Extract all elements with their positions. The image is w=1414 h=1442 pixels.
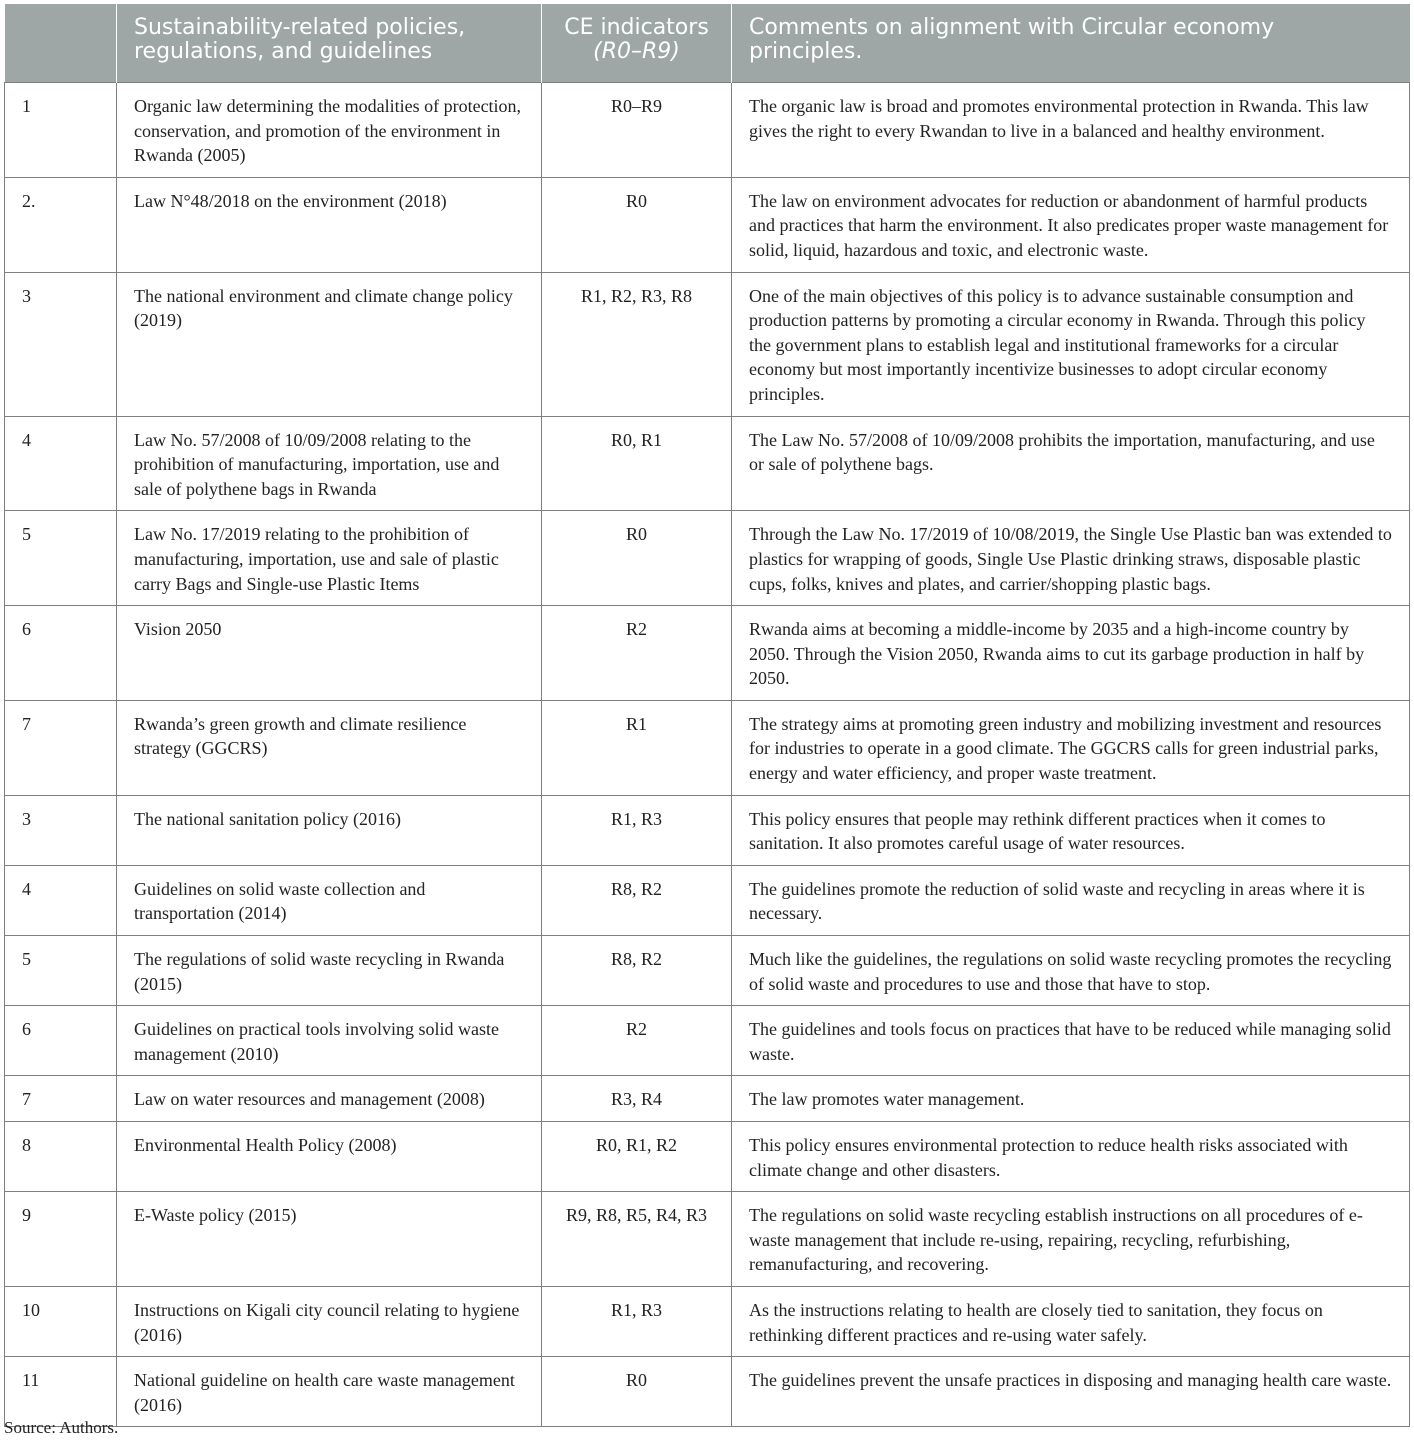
policy-cell: Guidelines on solid waste collection and transportation (2014) (117, 865, 542, 935)
table-row (5, 1192, 1410, 1287)
row-number-cell: 11 (5, 1357, 117, 1427)
indicators-cell: R1 (542, 700, 732, 795)
policy-cell: Instructions on Kigali city council relating to hygiene (2016) (117, 1286, 542, 1356)
policy-cell: Rwanda’s green growth and climate resilience strategy (GGCRS) (117, 700, 542, 795)
policy-cell: The regulations of solid waste recycling in Rwanda (2015) (117, 936, 542, 1006)
comment-cell: The Law No. 57/2008 of 10/09/2008 prohibits the importation, manufacturing, and use or sale of polythene bags. (732, 416, 1410, 511)
row-number-cell: 4 (5, 416, 117, 511)
header-indicators (542, 4, 732, 83)
row-number-cell: 10 (5, 1286, 117, 1356)
header-row (5, 4, 1410, 83)
row-number-cell: 8 (5, 1122, 117, 1192)
policy-cell: Guidelines on practical tools involving solid waste management (2010) (117, 1006, 542, 1076)
row-number-cell: 1 (5, 83, 117, 178)
comment-cell: This policy ensures that people may rethink different practices when it comes to sanitation. It also promotes careful usage of water resources. (732, 795, 1410, 865)
policy-cell: Environmental Health Policy (2008) (117, 1122, 542, 1192)
row-number-cell: 5 (5, 511, 117, 606)
comment-cell: The organic law is broad and promotes environmental protection in Rwanda. This law gives the right to every Rwandan to live in a balanced and healthy environment. (732, 83, 1410, 178)
header-policy: Sustainability-related policies, regulations, and guidelines (117, 4, 542, 83)
table-header (5, 4, 1410, 83)
indicators-cell: R0, R1 (542, 416, 732, 511)
comment-cell: The guidelines promote the reduction of solid waste and recycling in areas where it is necessary. (732, 865, 1410, 935)
indicators-cell: R2 (542, 1006, 732, 1076)
indicators-cell: R0–R9 (542, 83, 732, 178)
policy-cell: Organic law determining the modalities of protection, conservation, and promotion of the environment in Rwanda (2005) (117, 83, 542, 178)
row-number-cell: 2. (5, 177, 117, 272)
table-row (5, 177, 1410, 272)
indicators-cell: R8, R2 (542, 865, 732, 935)
policy-cell: National guideline on health care waste management (2016) (117, 1357, 542, 1427)
comment-cell: The law promotes water management. (732, 1076, 1410, 1122)
table-row (5, 936, 1410, 1006)
source-note: Source: Authors. (4, 1418, 119, 1437)
comment-cell: The guidelines and tools focus on practices that have to be reduced while managing solid waste. (732, 1006, 1410, 1076)
header-number (5, 4, 117, 83)
table-row (5, 416, 1410, 511)
policy-cell: Law on water resources and management (2008) (117, 1076, 542, 1122)
header-indicators-range: (R0–R9) (593, 39, 680, 64)
indicators-cell: R3, R4 (542, 1076, 732, 1122)
comment-cell: One of the main objectives of this policy is to advance sustainable consumption and production patterns by promoting a circular economy in Rwanda. Through this policy the government plans to establish legal and institutional frameworks for a circular economy but most importantly incentivize businesses to adopt circular economy principles. (732, 272, 1410, 416)
indicators-cell: R0 (542, 1357, 732, 1427)
indicators-cell: R8, R2 (542, 936, 732, 1006)
indicators-cell: R0 (542, 177, 732, 272)
comment-cell: Through the Law No. 17/2019 of 10/08/2019, the Single Use Plastic ban was extended to plastics for wrapping of goods, Single Use Plastic drinking straws, disposable plastic cups, folks, knives and plates, and carrier/shopping plastic bags. (732, 511, 1410, 606)
policy-cell: Law N°48/2018 on the environment (2018) (117, 177, 542, 272)
row-number-cell: 4 (5, 865, 117, 935)
comment-cell: The law on environment advocates for reduction or abandonment of harmful products and practices that harm the environment. It also predicates proper waste management for solid, liquid, hazardous and toxic, and electronic waste. (732, 177, 1410, 272)
policy-cell: The national sanitation policy (2016) (117, 795, 542, 865)
table-row (5, 865, 1410, 935)
indicators-cell: R2 (542, 606, 732, 701)
table-body (5, 83, 1410, 1427)
indicators-cell: R1, R3 (542, 1286, 732, 1356)
comment-cell: The strategy aims at promoting green industry and mobilizing investment and resources for industries to operate in a good climate. The GGCRS calls for green industrial parks, energy and water efficiency, and proper waste treatment. (732, 700, 1410, 795)
header-comments: Comments on alignment with Circular economy principles. (732, 4, 1410, 83)
comment-cell: The guidelines prevent the unsafe practices in disposing and managing health care waste. (732, 1357, 1410, 1427)
row-number-cell: 7 (5, 1076, 117, 1122)
table-row (5, 1122, 1410, 1192)
table-row (5, 1357, 1410, 1427)
indicators-cell: R9, R8, R5, R4, R3 (542, 1192, 732, 1287)
policy-cell: Law No. 57/2008 of 10/09/2008 relating to the prohibition of manufacturing, importation, use and sale of polythene bags in Rwanda (117, 416, 542, 511)
policy-cell: The national environment and climate change policy (2019) (117, 272, 542, 416)
row-number-cell: 6 (5, 606, 117, 701)
row-number-cell: 7 (5, 700, 117, 795)
policy-table-container (4, 4, 1409, 1427)
table-row (5, 1006, 1410, 1076)
table-row (5, 511, 1410, 606)
comment-cell: As the instructions relating to health are closely tied to sanitation, they focus on rethinking different practices and re-using water safely. (732, 1286, 1410, 1356)
comment-cell: This policy ensures environmental protection to reduce health risks associated with climate change and other disasters. (732, 1122, 1410, 1192)
indicators-cell: R0, R1, R2 (542, 1122, 732, 1192)
row-number-cell: 5 (5, 936, 117, 1006)
indicators-cell: R1, R2, R3, R8 (542, 272, 732, 416)
header-indicators-label: CE indicators (564, 15, 709, 40)
table-row (5, 272, 1410, 416)
table-row (5, 795, 1410, 865)
row-number-cell: 3 (5, 795, 117, 865)
table-row (5, 700, 1410, 795)
comment-cell: The regulations on solid waste recycling establish instructions on all procedures of e-waste management that include re-using, repairing, recycling, refurbishing, remanufacturing, and recovering. (732, 1192, 1410, 1287)
row-number-cell: 6 (5, 1006, 117, 1076)
table-row (5, 1286, 1410, 1356)
row-number-cell: 9 (5, 1192, 117, 1287)
indicators-cell: R1, R3 (542, 795, 732, 865)
table-row (5, 1076, 1410, 1122)
comment-cell: Rwanda aims at becoming a middle-income by 2035 and a high-income country by 2050. Through the Vision 2050, Rwanda aims to cut its garbage production in half by 2050. (732, 606, 1410, 701)
row-number-cell: 3 (5, 272, 117, 416)
policy-cell: Law No. 17/2019 relating to the prohibition of manufacturing, importation, use and sale of plastic carry Bags and Single-use Plastic Items (117, 511, 542, 606)
table-row (5, 83, 1410, 178)
policy-table (4, 4, 1410, 1427)
policy-cell: E-Waste policy (2015) (117, 1192, 542, 1287)
comment-cell: Much like the guidelines, the regulations on solid waste recycling promotes the recycling of solid waste and procedures to use and those that have to stop. (732, 936, 1410, 1006)
policy-cell: Vision 2050 (117, 606, 542, 701)
table-row (5, 606, 1410, 701)
indicators-cell: R0 (542, 511, 732, 606)
